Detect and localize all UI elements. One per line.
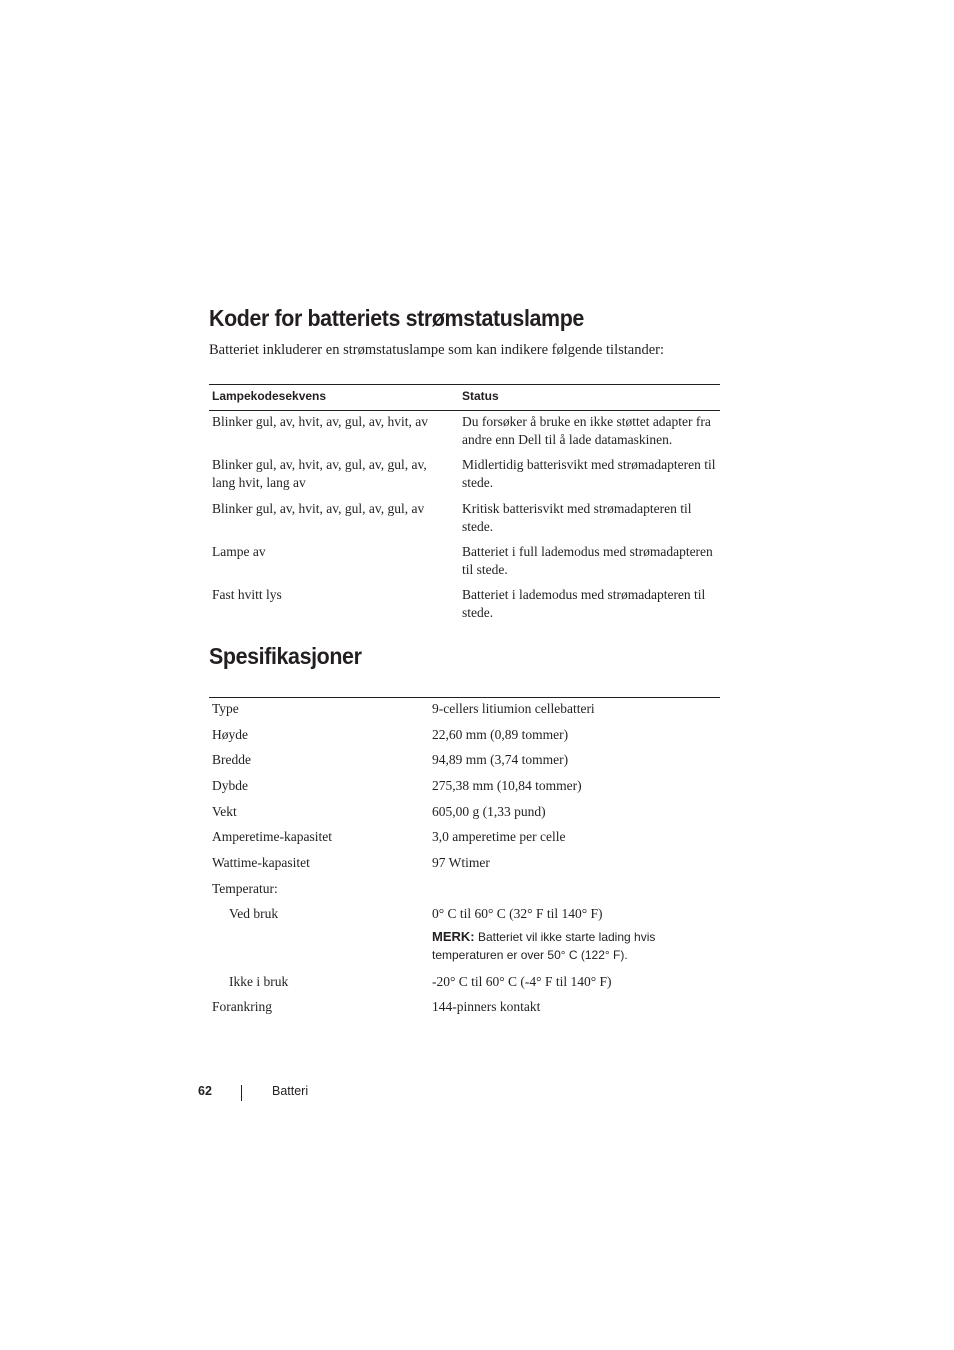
note-label: MERK: — [432, 929, 475, 944]
status-cell: Du forsøker å bruke en ikke støttet adapter fra andre enn Dell til å lade datamaskinen. — [462, 414, 711, 447]
column-header-status: Status — [462, 389, 499, 403]
spec-label: Ikke i bruk — [229, 974, 289, 989]
spec-value: 97 Wtimer — [432, 855, 490, 870]
footer-separator — [241, 1085, 242, 1101]
spec-label: Bredde — [212, 752, 251, 767]
sequence-cell: Blinker gul, av, hvit, av, gul, av, gul, av — [212, 501, 425, 516]
section-heading-specifications: Spesifikasjoner — [209, 643, 362, 669]
table-header — [209, 385, 720, 411]
column-header-sequence: Lampekodesekvens — [212, 389, 327, 403]
sequence-cell: Blinker gul, av, hvit, av, gul, av, gul, av, lang hvit, lang av — [212, 457, 427, 490]
status-light-table — [209, 384, 720, 620]
spec-value: 22,60 mm (0,89 tommer) — [432, 727, 569, 742]
spec-label: Amperetime-kapasitet — [212, 829, 332, 844]
sequence-cell: Fast hvitt lys — [212, 587, 282, 602]
footer-section-name: Batteri — [272, 1084, 309, 1098]
spec-label: Type — [212, 701, 239, 716]
specifications-table — [209, 697, 720, 1014]
status-cell: Batteriet i lademodus med strømadapteren til stede. — [462, 587, 706, 620]
spec-label: Dybde — [212, 778, 248, 793]
spec-value: 3,0 amperetime per celle — [432, 829, 566, 844]
spec-value: 94,89 mm (3,74 tommer) — [432, 752, 569, 767]
spec-label: Forankring — [212, 999, 272, 1014]
spec-value: -20° C til 60° C (-4° F til 140° F) — [432, 974, 612, 989]
sequence-cell: Blinker gul, av, hvit, av, gul, av, hvit, av — [212, 414, 428, 429]
intro-paragraph: Batteriet inkluderer en strømstatuslampe som kan indikere følgende tilstander: — [209, 342, 665, 358]
spec-value: 144-pinners kontakt — [432, 999, 541, 1014]
status-cell: Midlertidig batterisvikt med strømadapteren til stede. — [462, 457, 716, 490]
note-box — [432, 928, 720, 964]
spec-label: Temperatur: — [212, 881, 278, 896]
spec-value: 275,38 mm (10,84 tommer) — [432, 778, 582, 793]
status-cell: Kritisk batterisvikt med strømadapteren til stede. — [462, 501, 692, 534]
note-text: Batteriet vil ikke starte lading hvis temperaturen er over 50° C (122° F). — [432, 930, 656, 962]
spec-label: Høyde — [212, 727, 248, 742]
spec-value: 605,00 g (1,33 pund) — [432, 804, 546, 819]
page-number: 62 — [198, 1084, 212, 1098]
status-cell: Batteriet i full lademodus med strømadapteren til stede. — [462, 544, 713, 577]
spec-value: 0° C til 60° C (32° F til 140° F) — [432, 906, 603, 921]
spec-value: 9-cellers litiumion cellebatteri — [432, 701, 595, 716]
section-heading-status-light: Koder for batteriets strømstatuslampe — [209, 305, 584, 331]
sequence-cell: Lampe av — [212, 544, 266, 559]
spec-label: Ved bruk — [229, 906, 279, 921]
spec-label: Vekt — [212, 804, 237, 819]
spec-label: Wattime-kapasitet — [212, 855, 310, 870]
